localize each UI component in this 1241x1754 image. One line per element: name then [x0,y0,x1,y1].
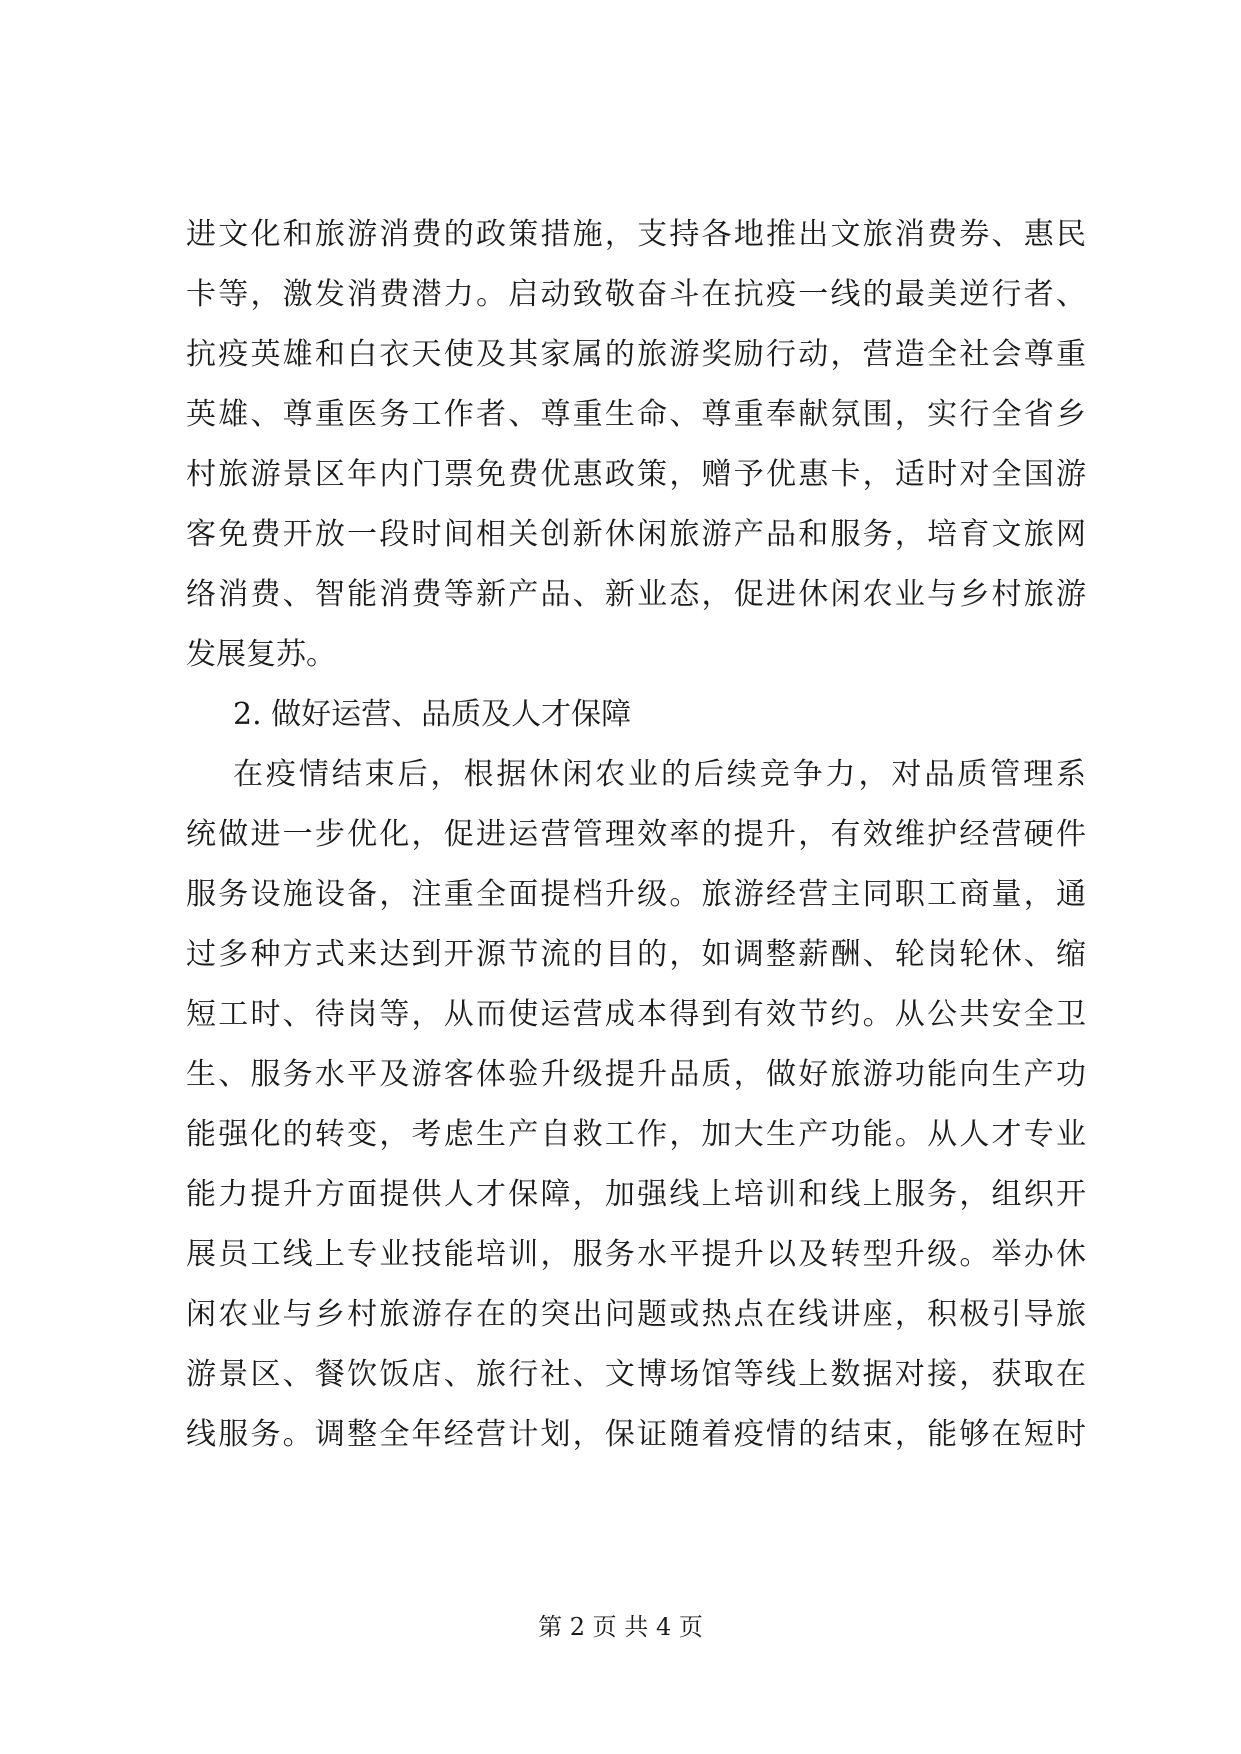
paragraph-2-line-8: 能力提升方面提供人才保障，加强线上培训和线上服务，组织开 [186,1177,1086,1212]
paragraph-1-line-4: 英雄、尊重医务工作者、尊重生命、尊重奉献氛围，实行全省乡 [186,397,1086,432]
paragraph-2-line-12: 线服务。调整全年经营计划，保证随着疫情的结束，能够在短时 [186,1417,1086,1452]
paragraph-1-line-3: 抗疫英雄和白衣天使及其家属的旅游奖励行动，营造全社会尊重 [186,337,1086,372]
paragraph-2-line-4: 过多种方式来达到开源节流的目的，如调整薪酬、轮岗轮休、缩 [186,937,1086,972]
paragraph-1-line-8: 发展复苏。 [186,637,336,672]
paragraph-2-line-6: 生、服务水平及游客体验升级提升品质，做好旅游功能向生产功 [186,1057,1086,1092]
paragraph-2-line-11: 游景区、餐饮饭店、旅行社、文博场馆等线上数据对接，获取在 [186,1357,1086,1392]
paragraph-2-line-1: 在疫情结束后，根据休闲农业的后续竞争力，对品质管理系 [233,757,1086,792]
page-footer: 第 2 页 共 4 页 [538,1613,703,1641]
paragraph-2-line-7: 能强化的转变，考虑生产自救工作，加大生产功能。从人才专业 [186,1117,1086,1152]
paragraph-2-line-2: 统做进一步优化，促进运营管理效率的提升，有效维护经营硬件 [186,817,1086,852]
paragraph-1-line-2: 卡等，激发消费潜力。启动致敬奋斗在抗疫一线的最美逆行者、 [186,277,1086,312]
paragraph-1-line-5: 村旅游景区年内门票免费优惠政策，赠予优惠卡，适时对全国游 [186,457,1086,492]
paragraph-2-line-10: 闲农业与乡村旅游存在的突出问题或热点在线讲座，积极引导旅 [186,1297,1086,1332]
paragraph-2-line-9: 展员工线上专业技能培训，服务水平提升以及转型升级。举办休 [186,1237,1086,1272]
paragraph-2-line-3: 服务设施设备，注重全面提档升级。旅游经营主同职工商量，通 [186,877,1086,912]
section-heading: 2. 做好运营、品质及人才保障 [233,697,632,732]
paragraph-2-line-5: 短工时、待岗等，从而使运营成本得到有效节约。从公共安全卫 [186,997,1086,1032]
paragraph-1-line-7: 络消费、智能消费等新产品、新业态，促进休闲农业与乡村旅游 [186,577,1086,612]
paragraph-1-line-6: 客免费开放一段时间相关创新休闲旅游产品和服务，培育文旅网 [186,517,1086,552]
paragraph-1-line-1: 进文化和旅游消费的政策措施，支持各地推出文旅消费券、惠民 [186,217,1086,252]
